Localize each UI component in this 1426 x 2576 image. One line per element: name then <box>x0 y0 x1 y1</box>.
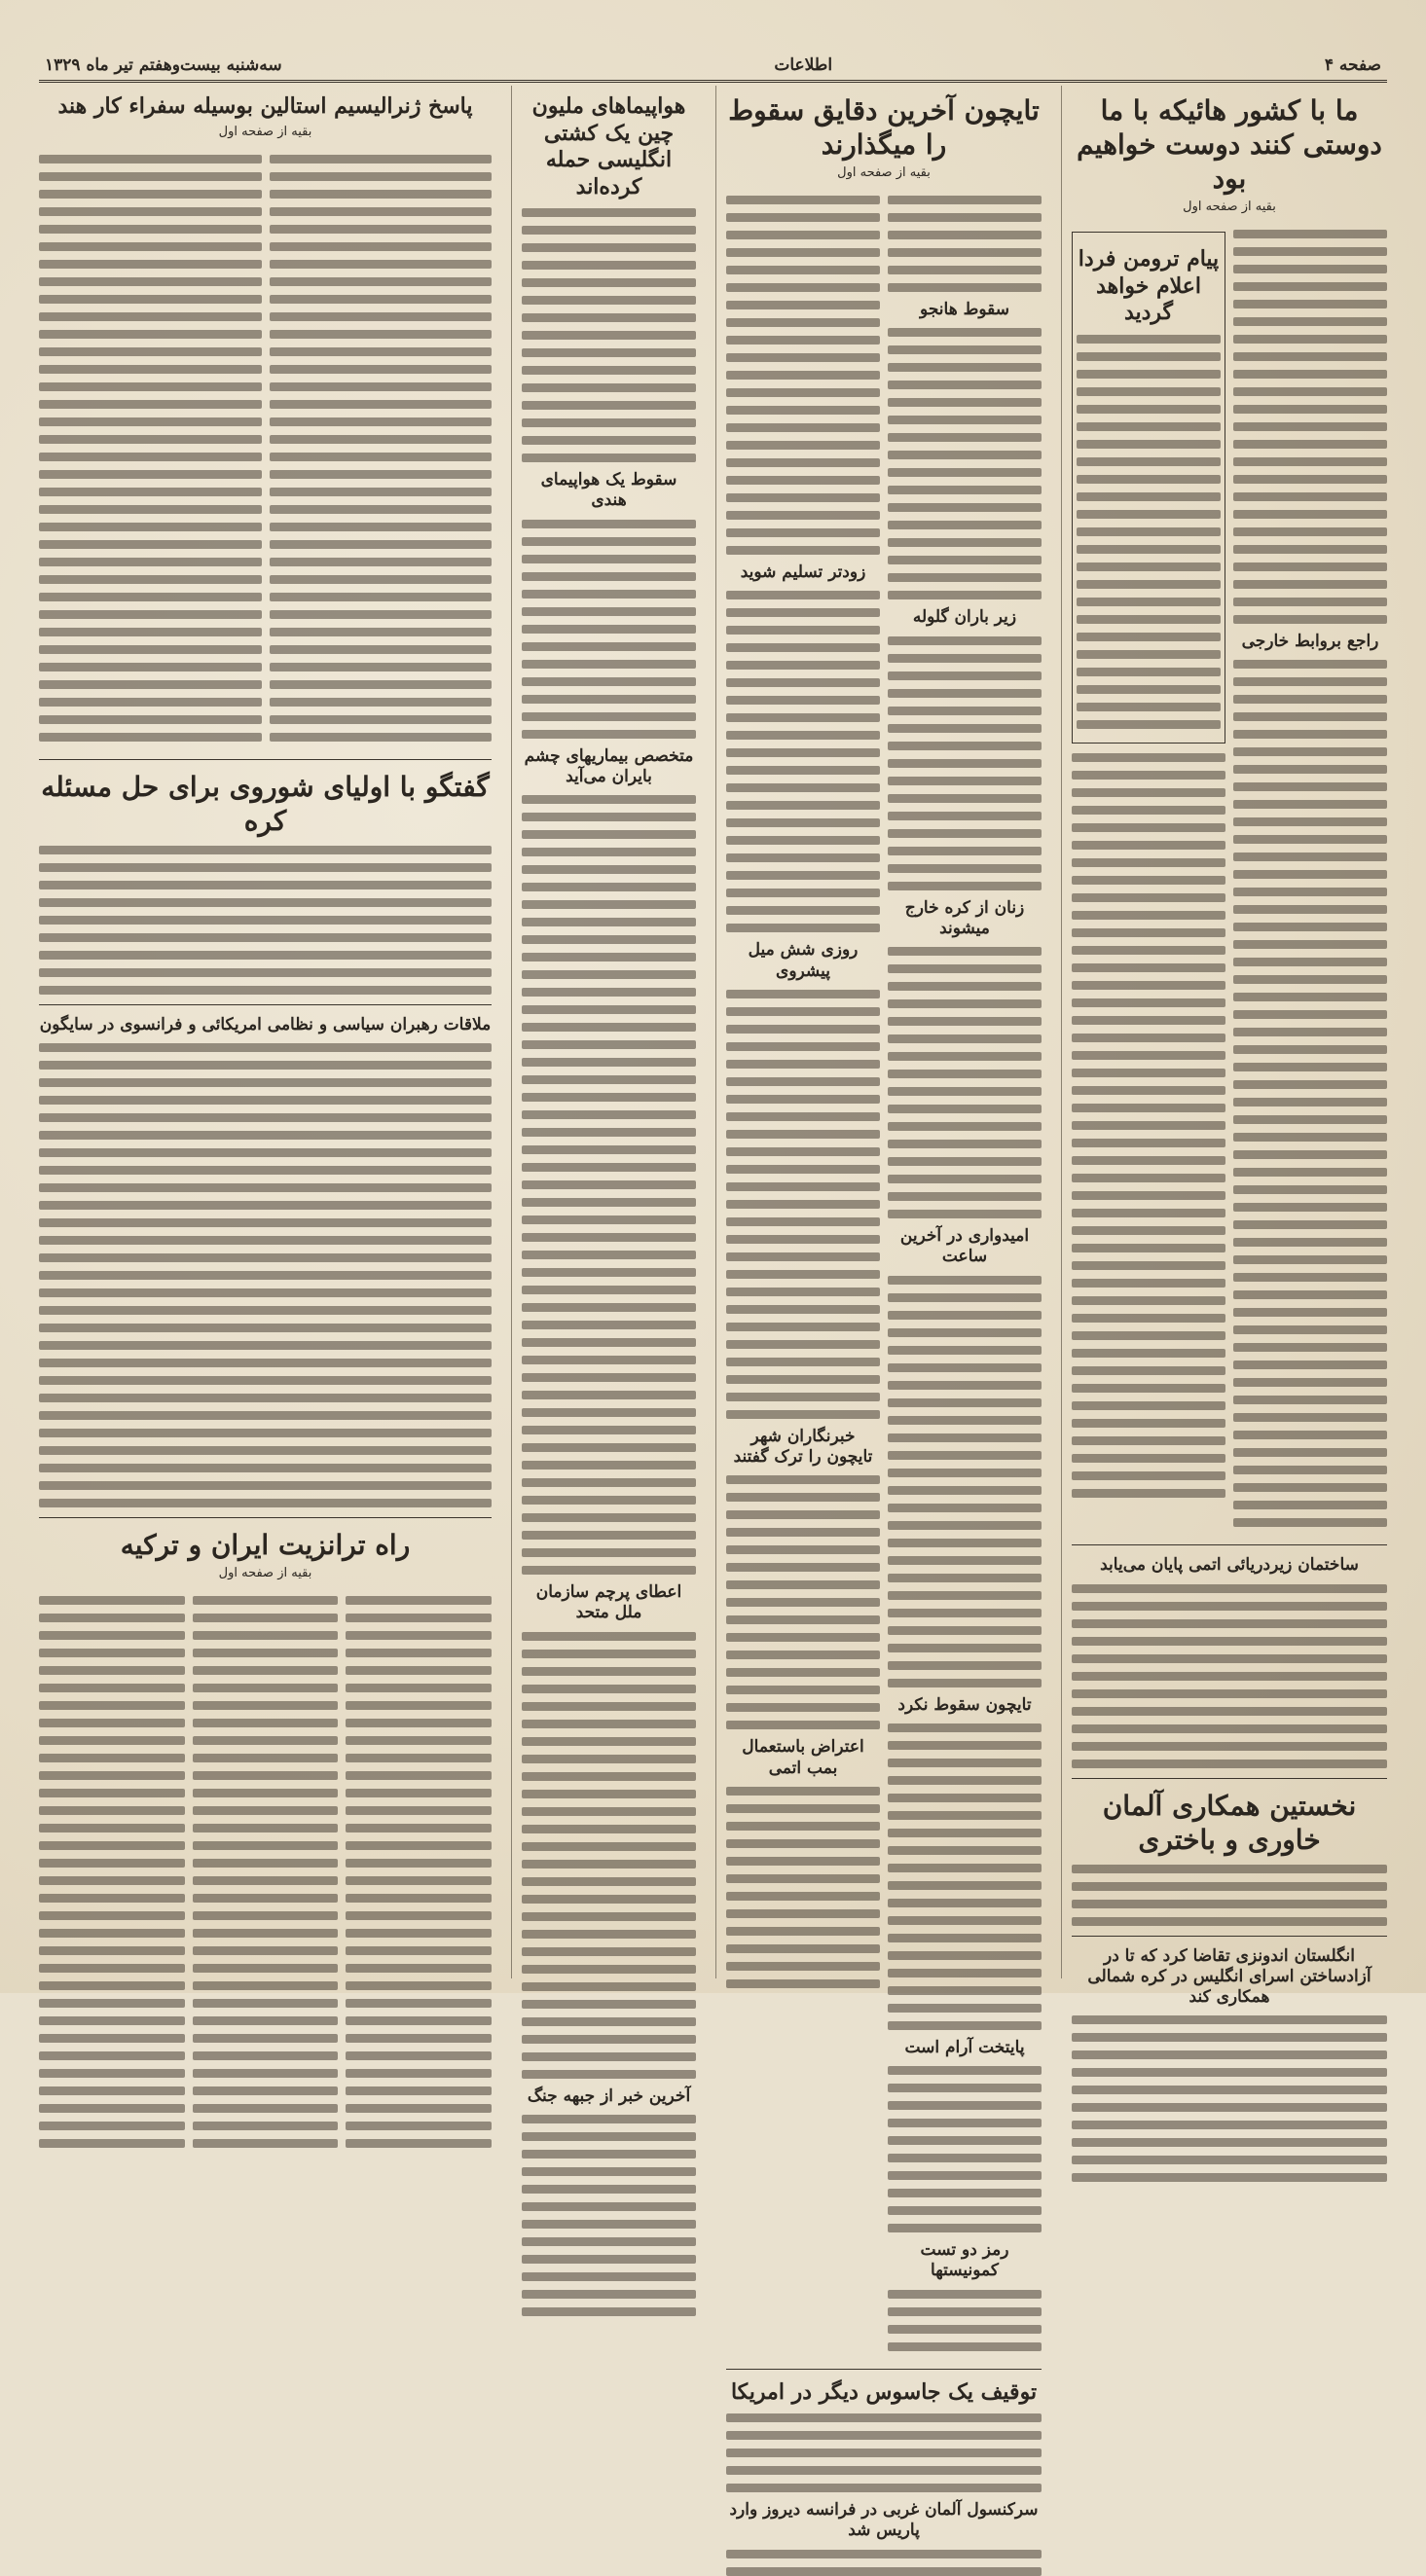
issue-date: سه‌شنبه بیست‌وهفتم تیر ماه ۱۳۲۹ <box>45 55 282 75</box>
headline-soviet-talks: گفتگو با اولیای شوروی برای حل مسئله کره <box>41 770 490 837</box>
subhead-hanju: سقوط هانجو <box>920 300 1009 319</box>
headline-consul-paris: سرکنسول آلمان غربی در فرانسه دیروز وارد پاریس شد <box>729 2500 1039 2541</box>
subhead-capital-calm: پایتخت آرام است <box>904 2037 1025 2057</box>
subhead-taejon-not-fallen: تایچون سقوط نکرد <box>897 1694 1032 1715</box>
subhead-six-miles: روزی شش میل پیشروی <box>748 940 859 981</box>
headline-saigon-meeting: ملاقات رهبران سیاسی و نظامی امریکائی و فرانسوی در سایگون <box>39 1014 492 1034</box>
column-2 <box>715 86 1051 2541</box>
subhead-communist-code: رمز دو تست کمونیستها <box>920 2240 1009 2281</box>
headline-chinese-planes: هواپیماهای ملیون چین یک کشتی انگلیسی حمله کرده‌اند <box>531 93 686 200</box>
headline-indonesia-request: انگلستان اندونزی تقاضا کرد که تا در آزادساختن اسرای انگلیس در کره شمالی همکاری کند <box>1087 1945 1371 2007</box>
headline-spy-arrest: توقیف یک جاسوس دیگر در امریکا <box>730 2378 1038 2405</box>
subhead-last-hope: امیدواری در آخرین ساعت <box>899 1226 1030 1267</box>
column-1 <box>1061 86 1397 2007</box>
paper-name: اطلاعات <box>774 55 833 75</box>
subhead-women-leave: زنان از کره خارج میشوند <box>904 897 1025 938</box>
truman-message-box <box>1072 232 1225 744</box>
subhead-reporters-leave: خبرنگاران شهر تایچون را ترک گفتند <box>733 1426 873 1467</box>
headline-taejon: تایچون آخرین دقایق سقوط را میگذارند <box>728 94 1040 161</box>
continued-note: بقیه از صفحه اول <box>1183 200 1276 214</box>
headline-truman-message: پیام ترومن فردا اعلام خواهد گردید <box>1078 246 1220 325</box>
headline-transit-route: راه ترانزیت ایران و ترکیه <box>120 1528 411 1561</box>
column-3 <box>511 86 706 2106</box>
headline-atomic-submarine: ساختمان زیردریائی اتمی پایان می‌یابد <box>1100 1555 1359 1576</box>
continued-note-2: بقیه از صفحه اول <box>837 165 931 180</box>
page-header <box>39 51 1387 83</box>
subhead-foreign-relations: راجع بروابط خارجی <box>1241 632 1379 651</box>
continued-note-5: بقیه از صفحه اول <box>218 1565 312 1580</box>
continued-note-4: بقیه از صفحه اول <box>218 124 312 139</box>
headline-foreign-relations: ما با کشور هائیکه با ما دوستی کنند دوست خواهیم بود <box>1077 94 1382 195</box>
subhead-atomic-bomb-protest: اعتراض باستعمال بمب اتمی <box>742 1737 864 1778</box>
page-number: صفحه ۴ <box>1324 55 1381 75</box>
subhead-eye-specialist: متخصص بیماریهای چشم بایران می‌آید <box>524 745 694 786</box>
subhead-war-front: آخرین خبر از جبهه جنگ <box>527 2086 691 2106</box>
subhead-un-flag: اعطای پرچم سازمان ملل متحد <box>535 1582 682 1623</box>
headline-stalin-reply: پاسخ ژنرالیسیم استالین بوسیله سفراء کار هند <box>57 93 473 119</box>
column-4 <box>29 86 501 1978</box>
subhead-surrender: زودتر تسلیم شوید <box>740 562 866 582</box>
subhead-bullets: زیر باران گلوله <box>912 607 1017 628</box>
headline-german-cooperation: نخستین همکاری آلمان خاوری و باختری <box>1102 1789 1357 1856</box>
subhead-indian-plane: سقوط یک هواپیمای هندی <box>540 470 677 511</box>
